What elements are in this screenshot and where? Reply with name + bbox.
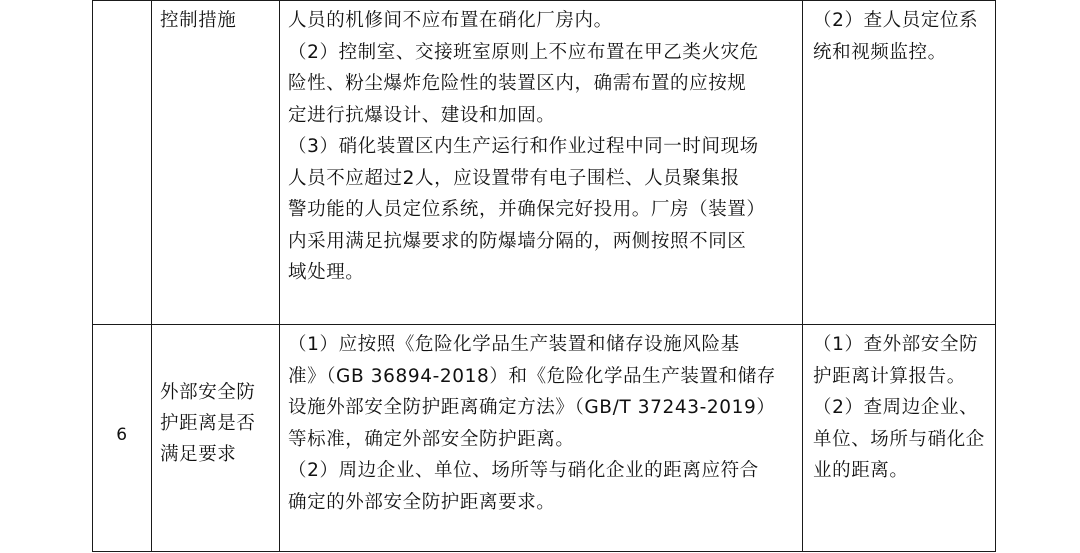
safety-check-table bbox=[92, 0, 996, 552]
requirement-line: 险性、粉尘爆炸危险性的装置区内，确需布置的应按规 bbox=[288, 73, 747, 94]
requirement-text bbox=[280, 325, 802, 518]
requirement-text bbox=[280, 1, 802, 289]
requirement-cell bbox=[280, 325, 803, 552]
check-item-cell bbox=[152, 325, 280, 552]
requirement-line: （2）控制室、交接班室原则上不应布置在甲乙类火灾危 bbox=[288, 41, 759, 63]
requirement-line: 定进行抗爆设计、建设和加固。 bbox=[288, 104, 556, 126]
check-item-line: 控制措施 bbox=[160, 10, 237, 31]
requirement-line: 人员的机修间不应布置在硝化厂房内。 bbox=[288, 10, 613, 31]
requirement-line: 警功能的人员定位系统，并确保完好投用。厂房（装置） bbox=[288, 199, 766, 220]
check-item-line: 护距离是否 bbox=[160, 413, 256, 434]
requirement-line: 准》（GB 36894-2018）和《危险化学品生产装置和储存 bbox=[288, 365, 776, 387]
check-method-line: （2）查周边企业、 bbox=[813, 397, 979, 418]
row-number: 6 bbox=[116, 425, 128, 445]
requirement-cell bbox=[280, 1, 803, 325]
requirement-line: 域处理。 bbox=[288, 262, 365, 283]
requirement-line: （3）硝化装置区内生产运行和作业过程中同一时间现场 bbox=[288, 136, 759, 157]
check-method-line: 护距离计算报告。 bbox=[813, 365, 966, 387]
table-row bbox=[93, 1, 996, 325]
check-item-line: 外部安全防 bbox=[160, 382, 256, 403]
check-method-line: 业的距离。 bbox=[813, 460, 909, 481]
row-number-cell bbox=[93, 325, 152, 552]
requirement-line: 人员不应超过2人，应设置带有电子围栏、人员聚集报 bbox=[288, 167, 740, 189]
check-method-text bbox=[803, 325, 995, 487]
check-method-line: 统和视频监控。 bbox=[813, 41, 947, 63]
requirement-line: 内采用满足抗爆要求的防爆墙分隔的，两侧按照不同区 bbox=[288, 230, 747, 252]
check-method-line: （2）查人员定位系 bbox=[813, 10, 979, 31]
check-method-cell bbox=[803, 325, 996, 552]
row-number-cell bbox=[93, 1, 152, 325]
check-item-cell bbox=[152, 1, 280, 325]
requirement-line: 确定的外部安全防护距离要求。 bbox=[288, 491, 556, 513]
check-item-label bbox=[152, 325, 279, 470]
check-item-label bbox=[152, 1, 279, 37]
check-method-line: 单位、场所与硝化企 bbox=[813, 428, 985, 450]
requirement-line: 等标准，确定外部安全防护距离。 bbox=[288, 428, 575, 450]
check-item-line: 满足要求 bbox=[160, 444, 237, 465]
requirement-line: （2）周边企业、单位、场所等与硝化企业的距离应符合 bbox=[288, 460, 759, 481]
check-method-line: （1）查外部安全防 bbox=[813, 334, 979, 355]
requirement-line: （1）应按照《危险化学品生产装置和储存设施风险基 bbox=[288, 334, 740, 355]
table-row bbox=[93, 325, 996, 552]
requirement-line: 设施外部安全防护距离确定方法》（GB/T 37243-2019） bbox=[288, 397, 776, 418]
check-method-text bbox=[803, 1, 995, 68]
check-method-cell bbox=[803, 1, 996, 325]
